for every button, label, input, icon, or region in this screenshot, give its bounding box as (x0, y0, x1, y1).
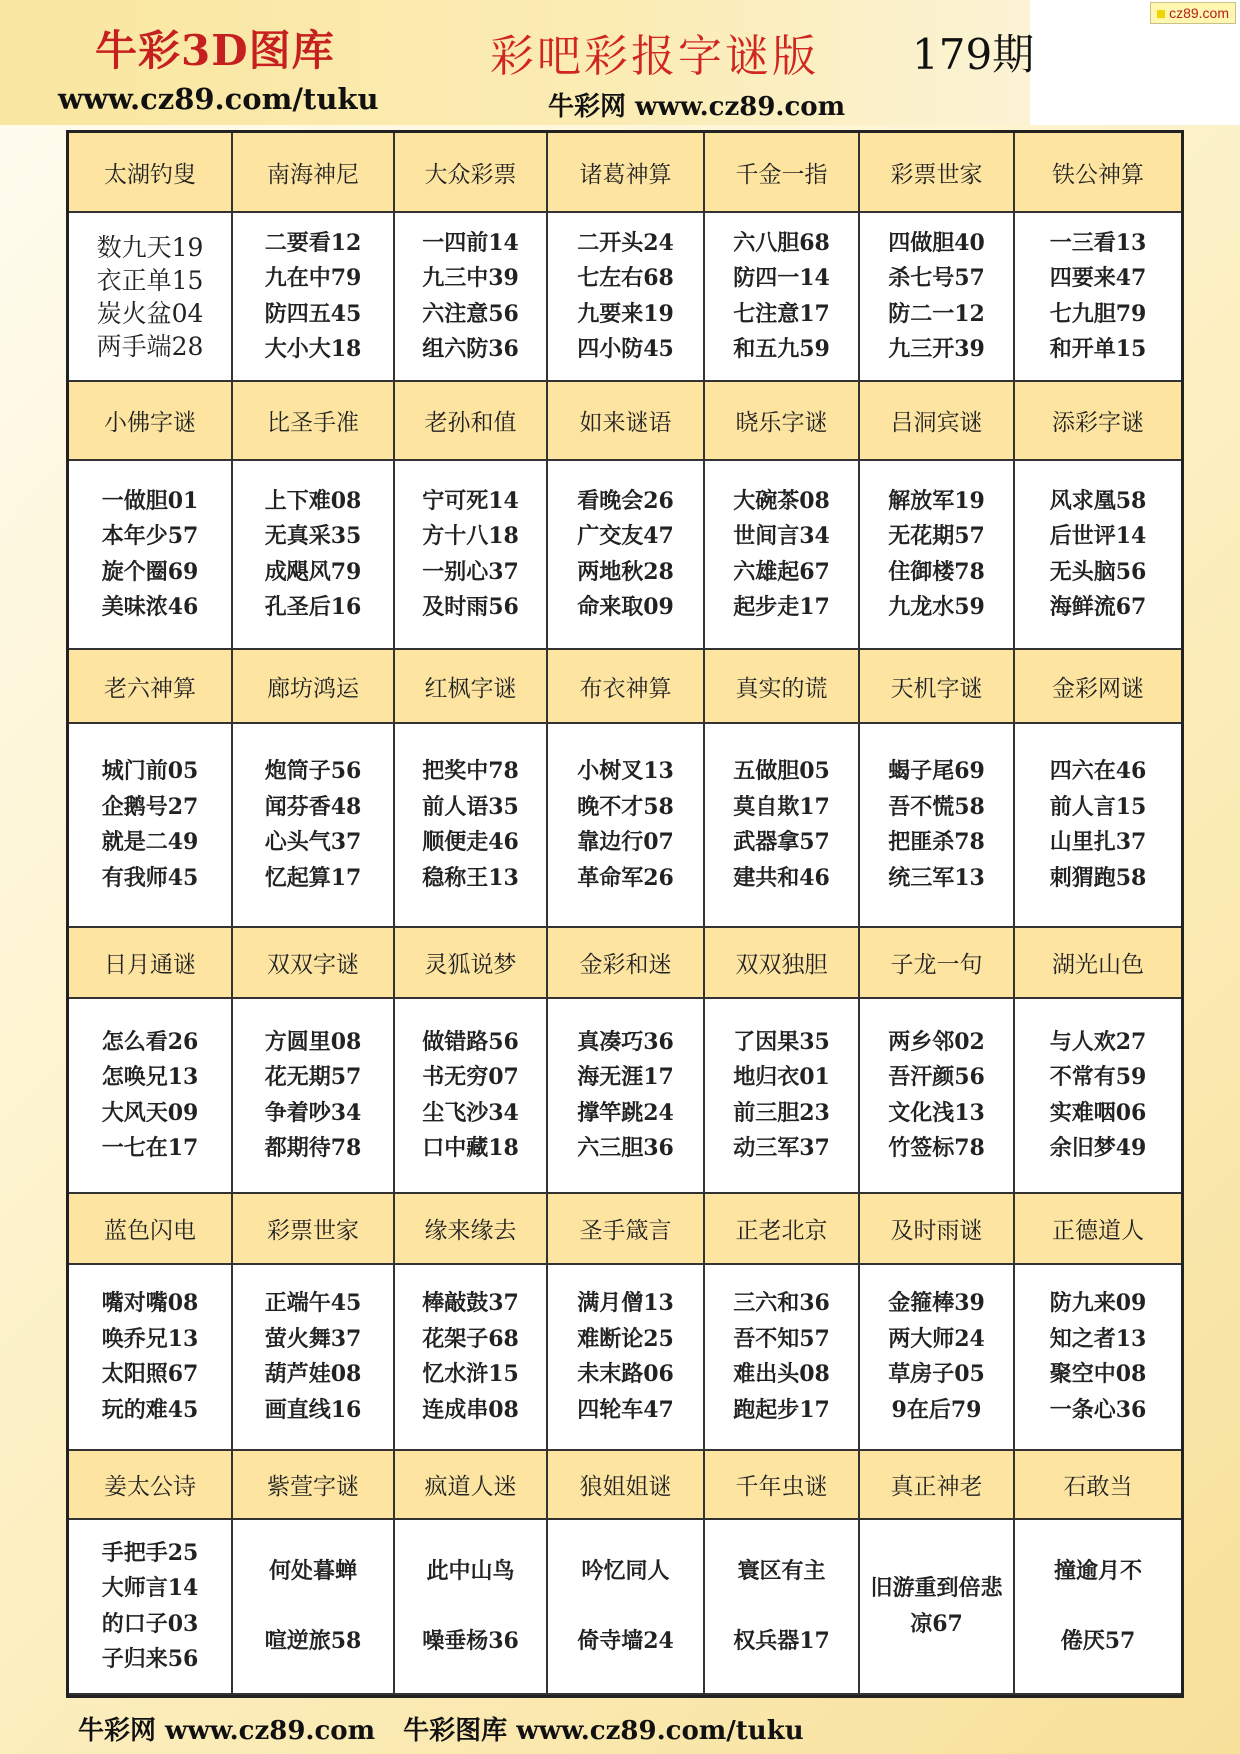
riddle-cell (1015, 1265, 1181, 1449)
riddle-line: 唤乔兄13 (101, 1325, 199, 1352)
body-row (69, 213, 1181, 382)
riddle-cell (69, 1520, 233, 1693)
sub-url[interactable]: 牛彩网 www.cz89.com (548, 92, 846, 122)
riddle-line: 七注意17 (733, 300, 830, 327)
riddle-line: 未末路06 (577, 1361, 674, 1387)
riddle-cell (1015, 1520, 1181, 1693)
riddle-line: 四轮车47 (577, 1396, 674, 1423)
riddle-line: 子归来56 (101, 1646, 199, 1672)
riddle-line: 一做胆01 (101, 487, 199, 514)
riddle-cell (705, 461, 860, 648)
riddle-line: 草房子05 (888, 1361, 985, 1387)
column-source-name: 紫萱字谜 (233, 1451, 395, 1518)
riddle-line: 七左右68 (577, 265, 674, 291)
riddle-line: 四小防45 (577, 336, 674, 362)
riddle-line: 四要来47 (1049, 265, 1147, 291)
riddle-line: 大小大18 (264, 336, 362, 362)
riddle-line: 五做胆05 (733, 758, 830, 784)
riddle-cell (395, 724, 548, 926)
column-source-name: 真正神老 (860, 1451, 1015, 1518)
riddle-cell (1015, 213, 1181, 380)
riddle-line: 大师言14 (101, 1575, 199, 1601)
riddle-line: 闻芬香48 (264, 793, 362, 820)
riddle-line: 前三胆23 (733, 1099, 830, 1126)
riddle-table (66, 130, 1184, 1698)
riddle-line: 金箍棒39 (888, 1290, 985, 1316)
riddle-line: 广交友47 (577, 523, 674, 549)
riddle-line: 统三军13 (888, 864, 985, 891)
riddle-line: 住御楼78 (888, 558, 985, 585)
riddle-line: 怎唤兄13 (101, 1064, 199, 1090)
riddle-cell (860, 999, 1015, 1192)
riddle-line: 跑起步17 (733, 1396, 830, 1423)
riddle-line: 顺便走46 (422, 829, 519, 855)
riddle-line: 和开单15 (1049, 336, 1147, 362)
column-source-name: 诸葛神算 (548, 133, 705, 211)
riddle-line: 四六在46 (1049, 758, 1147, 784)
riddle-cell (705, 999, 860, 1192)
riddle-cell (548, 724, 705, 926)
riddle-line: 聚空中08 (1049, 1361, 1147, 1387)
riddle-line: 把奖中78 (422, 758, 519, 784)
column-source-name: 老孙和值 (395, 382, 548, 459)
column-source-name: 天机字谜 (860, 650, 1015, 722)
header-row (69, 382, 1181, 461)
riddle-cell (548, 461, 705, 648)
riddle-line: 上下难08 (264, 487, 362, 514)
riddle-cell (860, 1265, 1015, 1449)
riddle-line: 炭火盆04 (96, 298, 204, 328)
column-source-name: 千年虫谜 (705, 1451, 860, 1518)
body-row (69, 724, 1181, 928)
riddle-line: 刺猬跑58 (1049, 864, 1147, 891)
riddle-line: 美味浓46 (101, 594, 199, 620)
column-source-name: 吕洞宾谜 (860, 382, 1015, 459)
riddle-line: 正端午45 (264, 1290, 362, 1316)
riddle-cell (69, 461, 233, 648)
riddle-line: 解放军19 (888, 487, 985, 514)
riddle-line: 防二一12 (888, 300, 985, 327)
riddle-line: 企鹅号27 (101, 793, 199, 820)
page-title: 彩吧彩报字谜版 (490, 31, 819, 82)
riddle-cell (395, 999, 548, 1192)
riddle-line: 大风天09 (101, 1099, 199, 1126)
riddle-line: 六雄起67 (733, 558, 830, 585)
riddle-line: 此中山鸟 (426, 1558, 515, 1584)
riddle-line: 喧逆旅58 (264, 1627, 362, 1654)
footer-link-right[interactable]: 牛彩图库 www.cz89.com/tuku (403, 1716, 804, 1746)
riddle-cell (1015, 999, 1181, 1192)
riddle-line: 难断论25 (577, 1325, 674, 1352)
riddle-line: 两手端28 (96, 331, 204, 361)
riddle-cell (860, 724, 1015, 926)
riddle-cell (548, 999, 705, 1192)
column-source-name: 双双字谜 (233, 928, 395, 997)
riddle-line: 一别心37 (422, 558, 519, 585)
column-source-name: 双双独胆 (705, 928, 860, 997)
riddle-line: 方十八18 (422, 523, 519, 549)
riddle-line: 画直线16 (264, 1396, 362, 1423)
riddle-line: 就是二49 (101, 829, 199, 855)
riddle-line: 九龙水59 (888, 594, 985, 620)
riddle-line: 忆水浒15 (422, 1361, 519, 1387)
riddle-line: 吾汗颜56 (888, 1064, 985, 1090)
riddle-line: 心头气37 (264, 829, 362, 855)
riddle-line: 前人语35 (422, 793, 519, 820)
riddle-line: 与人欢27 (1049, 1028, 1147, 1055)
riddle-line: 无花期57 (888, 523, 985, 549)
column-source-name: 太湖钓叟 (69, 133, 233, 211)
column-source-name: 石敢当 (1063, 1474, 1133, 1500)
riddle-line: 玩的难45 (101, 1396, 199, 1423)
riddle-line: 竹签标78 (888, 1135, 985, 1161)
riddle-line: 忆起算17 (264, 864, 362, 891)
riddle-cell (860, 213, 1015, 380)
riddle-cell (69, 1265, 233, 1449)
riddle-cell (233, 1265, 395, 1449)
column-source-name: 正老北京 (705, 1194, 860, 1263)
riddle-line: 六八胆68 (733, 229, 830, 256)
riddle-line: 无头脑56 (1049, 558, 1147, 585)
body-row (69, 1520, 1181, 1695)
riddle-cell (69, 724, 233, 926)
riddle-line: 建共和46 (733, 864, 830, 891)
riddle-line: 倚寺墙24 (577, 1627, 674, 1654)
riddle-cell (705, 724, 860, 926)
corner-area (1030, 0, 1240, 125)
riddle-line: 倦厌57 (1060, 1627, 1136, 1654)
riddle-line: 嘴对嘴08 (101, 1290, 199, 1316)
riddle-line: 书无穷07 (422, 1064, 519, 1090)
riddle-line: 旧游重到倍悲 (870, 1575, 1003, 1601)
riddle-line: 动三军37 (733, 1135, 830, 1161)
column-source-name: 老六神算 (69, 650, 233, 722)
riddle-line: 九要来19 (577, 300, 674, 327)
riddle-cell (395, 1265, 548, 1449)
column-source-name: 姜太公诗 (69, 1451, 233, 1518)
riddle-line: 两大师24 (888, 1325, 985, 1352)
riddle-line: 山里扎37 (1049, 829, 1147, 855)
column-source-name: 湖光山色 (1052, 952, 1144, 978)
riddle-line: 防九来09 (1049, 1290, 1147, 1316)
riddle-line: 花架子68 (422, 1325, 519, 1352)
riddle-line: 莫自欺17 (733, 793, 830, 820)
riddle-line: 太阳照67 (101, 1361, 199, 1387)
riddle-line: 宁可死14 (422, 487, 519, 514)
column-source-name: 日月通谜 (69, 928, 233, 997)
header-row (69, 650, 1181, 724)
column-source-name: 狼姐姐谜 (548, 1451, 705, 1518)
body-row (69, 1265, 1181, 1451)
column-source-name: 大众彩票 (395, 133, 548, 211)
riddle-line: 晚不才58 (577, 793, 674, 820)
riddle-cell (860, 461, 1015, 648)
column-source-name: 灵狐说梦 (395, 928, 548, 997)
riddle-line: 本年少57 (101, 523, 199, 549)
riddle-line: 吟忆同人 (581, 1558, 670, 1584)
riddle-cell (705, 1265, 860, 1449)
riddle-cell (705, 1520, 860, 1693)
riddle-line: 文化浅13 (888, 1099, 985, 1126)
column-source-name: 彩票世家 (860, 133, 1015, 211)
riddle-line: 孔圣后16 (264, 594, 362, 620)
riddle-cell (69, 213, 233, 380)
column-source-name: 红枫字谜 (395, 650, 548, 722)
riddle-line: 两地秋28 (577, 558, 674, 585)
column-source-name: 缘来缘去 (395, 1194, 548, 1263)
column-source-name: 子龙一句 (860, 928, 1015, 997)
riddle-line: 数九天19 (96, 232, 204, 262)
column-source-name: 蓝色闪电 (69, 1194, 233, 1263)
riddle-line: 一七在17 (101, 1135, 199, 1161)
riddle-cell (233, 999, 395, 1192)
riddle-line: 萤火舞37 (264, 1325, 362, 1352)
riddle-line: 知之者13 (1049, 1325, 1147, 1352)
riddle-line: 九三中39 (422, 265, 519, 291)
riddle-cell (395, 461, 548, 648)
riddle-line: 满月僧13 (577, 1290, 674, 1316)
riddle-line: 何处暮蝉 (268, 1558, 357, 1584)
riddle-line: 一四前14 (422, 229, 519, 256)
riddle-line: 9在后79 (891, 1396, 982, 1423)
column-source-name: 布衣神算 (548, 650, 705, 722)
column-source-name: 添彩字谜 (1052, 410, 1144, 436)
riddle-line: 吾不知57 (733, 1325, 830, 1352)
riddle-cell (548, 1265, 705, 1449)
riddle-line: 棒敲鼓37 (422, 1290, 519, 1316)
riddle-line: 把匪杀78 (888, 829, 985, 855)
riddle-line: 连成串08 (422, 1396, 519, 1423)
riddle-line: 余旧梦49 (1049, 1135, 1147, 1161)
riddle-line: 起步走17 (733, 594, 830, 620)
badge-square-icon (1157, 10, 1165, 18)
riddle-line: 二开头24 (577, 229, 674, 256)
riddle-cell (233, 1520, 395, 1693)
riddle-cell (69, 999, 233, 1192)
riddle-line: 七九胆79 (1049, 300, 1147, 327)
riddle-line: 防四一14 (733, 265, 830, 291)
column-source-name: 圣手箴言 (548, 1194, 705, 1263)
riddle-line: 大碗茶08 (733, 487, 830, 514)
riddle-line: 武器拿57 (733, 829, 830, 855)
riddle-line: 世间言34 (733, 523, 830, 549)
column-source-name: 及时雨谜 (860, 1194, 1015, 1263)
column-source-name: 南海神尼 (233, 133, 395, 211)
riddle-line: 看晚会26 (577, 487, 674, 514)
riddle-line: 杀七号57 (888, 265, 985, 291)
site-title: 牛彩3D图库 (95, 26, 335, 75)
riddle-line: 蝎子尾69 (888, 758, 985, 784)
riddle-cell (548, 1520, 705, 1693)
column-source-name: 真实的谎 (705, 650, 860, 722)
riddle-line: 海无涯17 (577, 1064, 674, 1090)
corner-badge[interactable] (1150, 2, 1236, 24)
riddle-line: 尘飞沙34 (422, 1099, 519, 1126)
site-url[interactable]: www.cz89.com/tuku (58, 82, 379, 116)
riddle-line: 三六和36 (733, 1290, 830, 1316)
riddle-line: 噪垂杨36 (422, 1627, 519, 1654)
riddle-line: 一条心36 (1049, 1396, 1147, 1423)
riddle-line: 和五九59 (733, 336, 830, 362)
riddle-line: 的口子03 (101, 1610, 199, 1637)
riddle-cell (233, 724, 395, 926)
riddle-cell (395, 213, 548, 380)
footer (78, 1710, 804, 1747)
riddle-line: 撞逾月不 (1053, 1558, 1142, 1584)
header-row (69, 928, 1181, 999)
riddle-line: 及时雨56 (422, 594, 519, 620)
column-source-name: 千金一指 (705, 133, 860, 211)
riddle-line: 凉67 (910, 1610, 963, 1637)
riddle-line: 海鲜流67 (1049, 594, 1147, 620)
riddle-cell (860, 1520, 1015, 1693)
riddle-line: 难出头08 (733, 1361, 830, 1387)
riddle-line: 权兵器17 (733, 1627, 830, 1654)
riddle-line: 有我师45 (101, 864, 199, 891)
riddle-line: 六注意56 (422, 300, 519, 327)
riddle-cell (705, 213, 860, 380)
riddle-line: 都期待78 (264, 1135, 362, 1161)
riddle-line: 争着吵34 (264, 1099, 362, 1126)
column-source-name: 正德道人 (1052, 1218, 1144, 1244)
riddle-line: 城门前05 (101, 758, 199, 784)
riddle-line: 两乡邻02 (888, 1028, 985, 1055)
riddle-line: 衣正单15 (96, 265, 204, 295)
riddle-line: 不常有59 (1049, 1064, 1147, 1090)
column-source-name: 疯道人迷 (395, 1451, 548, 1518)
riddle-line: 前人言15 (1049, 793, 1147, 820)
riddle-line: 炮筒子56 (264, 758, 362, 784)
riddle-line: 六三胆36 (577, 1135, 674, 1161)
riddle-line: 做错路56 (422, 1028, 519, 1055)
riddle-cell (233, 213, 395, 380)
riddle-line: 二要看12 (264, 229, 362, 256)
riddle-line: 旋个圈69 (101, 558, 199, 585)
column-source-name: 比圣手准 (233, 382, 395, 459)
riddle-line: 后世评14 (1049, 523, 1147, 549)
column-source-name: 金彩和迷 (548, 928, 705, 997)
riddle-line: 组六防36 (422, 336, 519, 362)
riddle-cell (1015, 461, 1181, 648)
riddle-line: 地归衣01 (733, 1064, 830, 1090)
riddle-line: 真凑巧36 (577, 1028, 674, 1055)
body-row (69, 999, 1181, 1194)
column-source-name: 铁公神算 (1052, 161, 1144, 188)
riddle-line: 口中藏18 (422, 1135, 519, 1161)
riddle-line: 靠边行07 (577, 829, 674, 855)
riddle-line: 花无期57 (264, 1064, 362, 1090)
riddle-line: 无真采35 (264, 523, 362, 549)
column-source-name: 小佛字谜 (69, 382, 233, 459)
header-row (69, 133, 1181, 213)
riddle-line: 九三开39 (888, 336, 985, 362)
riddle-line: 一三看13 (1049, 229, 1147, 256)
riddle-line: 方圆里08 (264, 1028, 362, 1055)
riddle-line: 风求凰58 (1049, 487, 1147, 514)
riddle-cell (233, 461, 395, 648)
riddle-cell (548, 213, 705, 380)
issue-number: 179期 (912, 30, 1035, 79)
riddle-line: 四做胆40 (888, 229, 985, 256)
riddle-line: 葫芦娃08 (264, 1361, 362, 1387)
riddle-cell (395, 1520, 548, 1693)
badge-label: cz89.com (1169, 5, 1229, 21)
column-source-name: 金彩网谜 (1052, 675, 1144, 702)
column-source-name: 廊坊鸿运 (233, 650, 395, 722)
riddle-line: 撑竿跳24 (577, 1099, 674, 1126)
riddle-line: 命来取09 (577, 594, 674, 620)
riddle-cell (1015, 724, 1181, 926)
body-row (69, 461, 1181, 650)
riddle-line: 实难咽06 (1049, 1099, 1147, 1126)
footer-link-left[interactable]: 牛彩网 www.cz89.com (78, 1716, 376, 1746)
riddle-line: 防四五45 (264, 300, 362, 327)
riddle-line: 革命军26 (577, 864, 674, 891)
riddle-line: 了因果35 (733, 1028, 830, 1055)
riddle-line: 稳称王13 (422, 864, 519, 891)
riddle-line: 手把手25 (101, 1539, 199, 1566)
riddle-line: 寰区有主 (737, 1558, 826, 1584)
riddle-line: 吾不慌58 (888, 793, 985, 820)
riddle-line: 怎么看26 (101, 1028, 199, 1055)
riddle-line: 小树叉13 (577, 758, 674, 784)
column-source-name: 晓乐字谜 (705, 382, 860, 459)
header-row (69, 1451, 1181, 1520)
riddle-line: 九在中79 (264, 265, 362, 291)
column-source-name: 如来谜语 (548, 382, 705, 459)
column-source-name: 彩票世家 (233, 1194, 395, 1263)
header-row (69, 1194, 1181, 1265)
riddle-line: 成飓风79 (264, 558, 362, 585)
